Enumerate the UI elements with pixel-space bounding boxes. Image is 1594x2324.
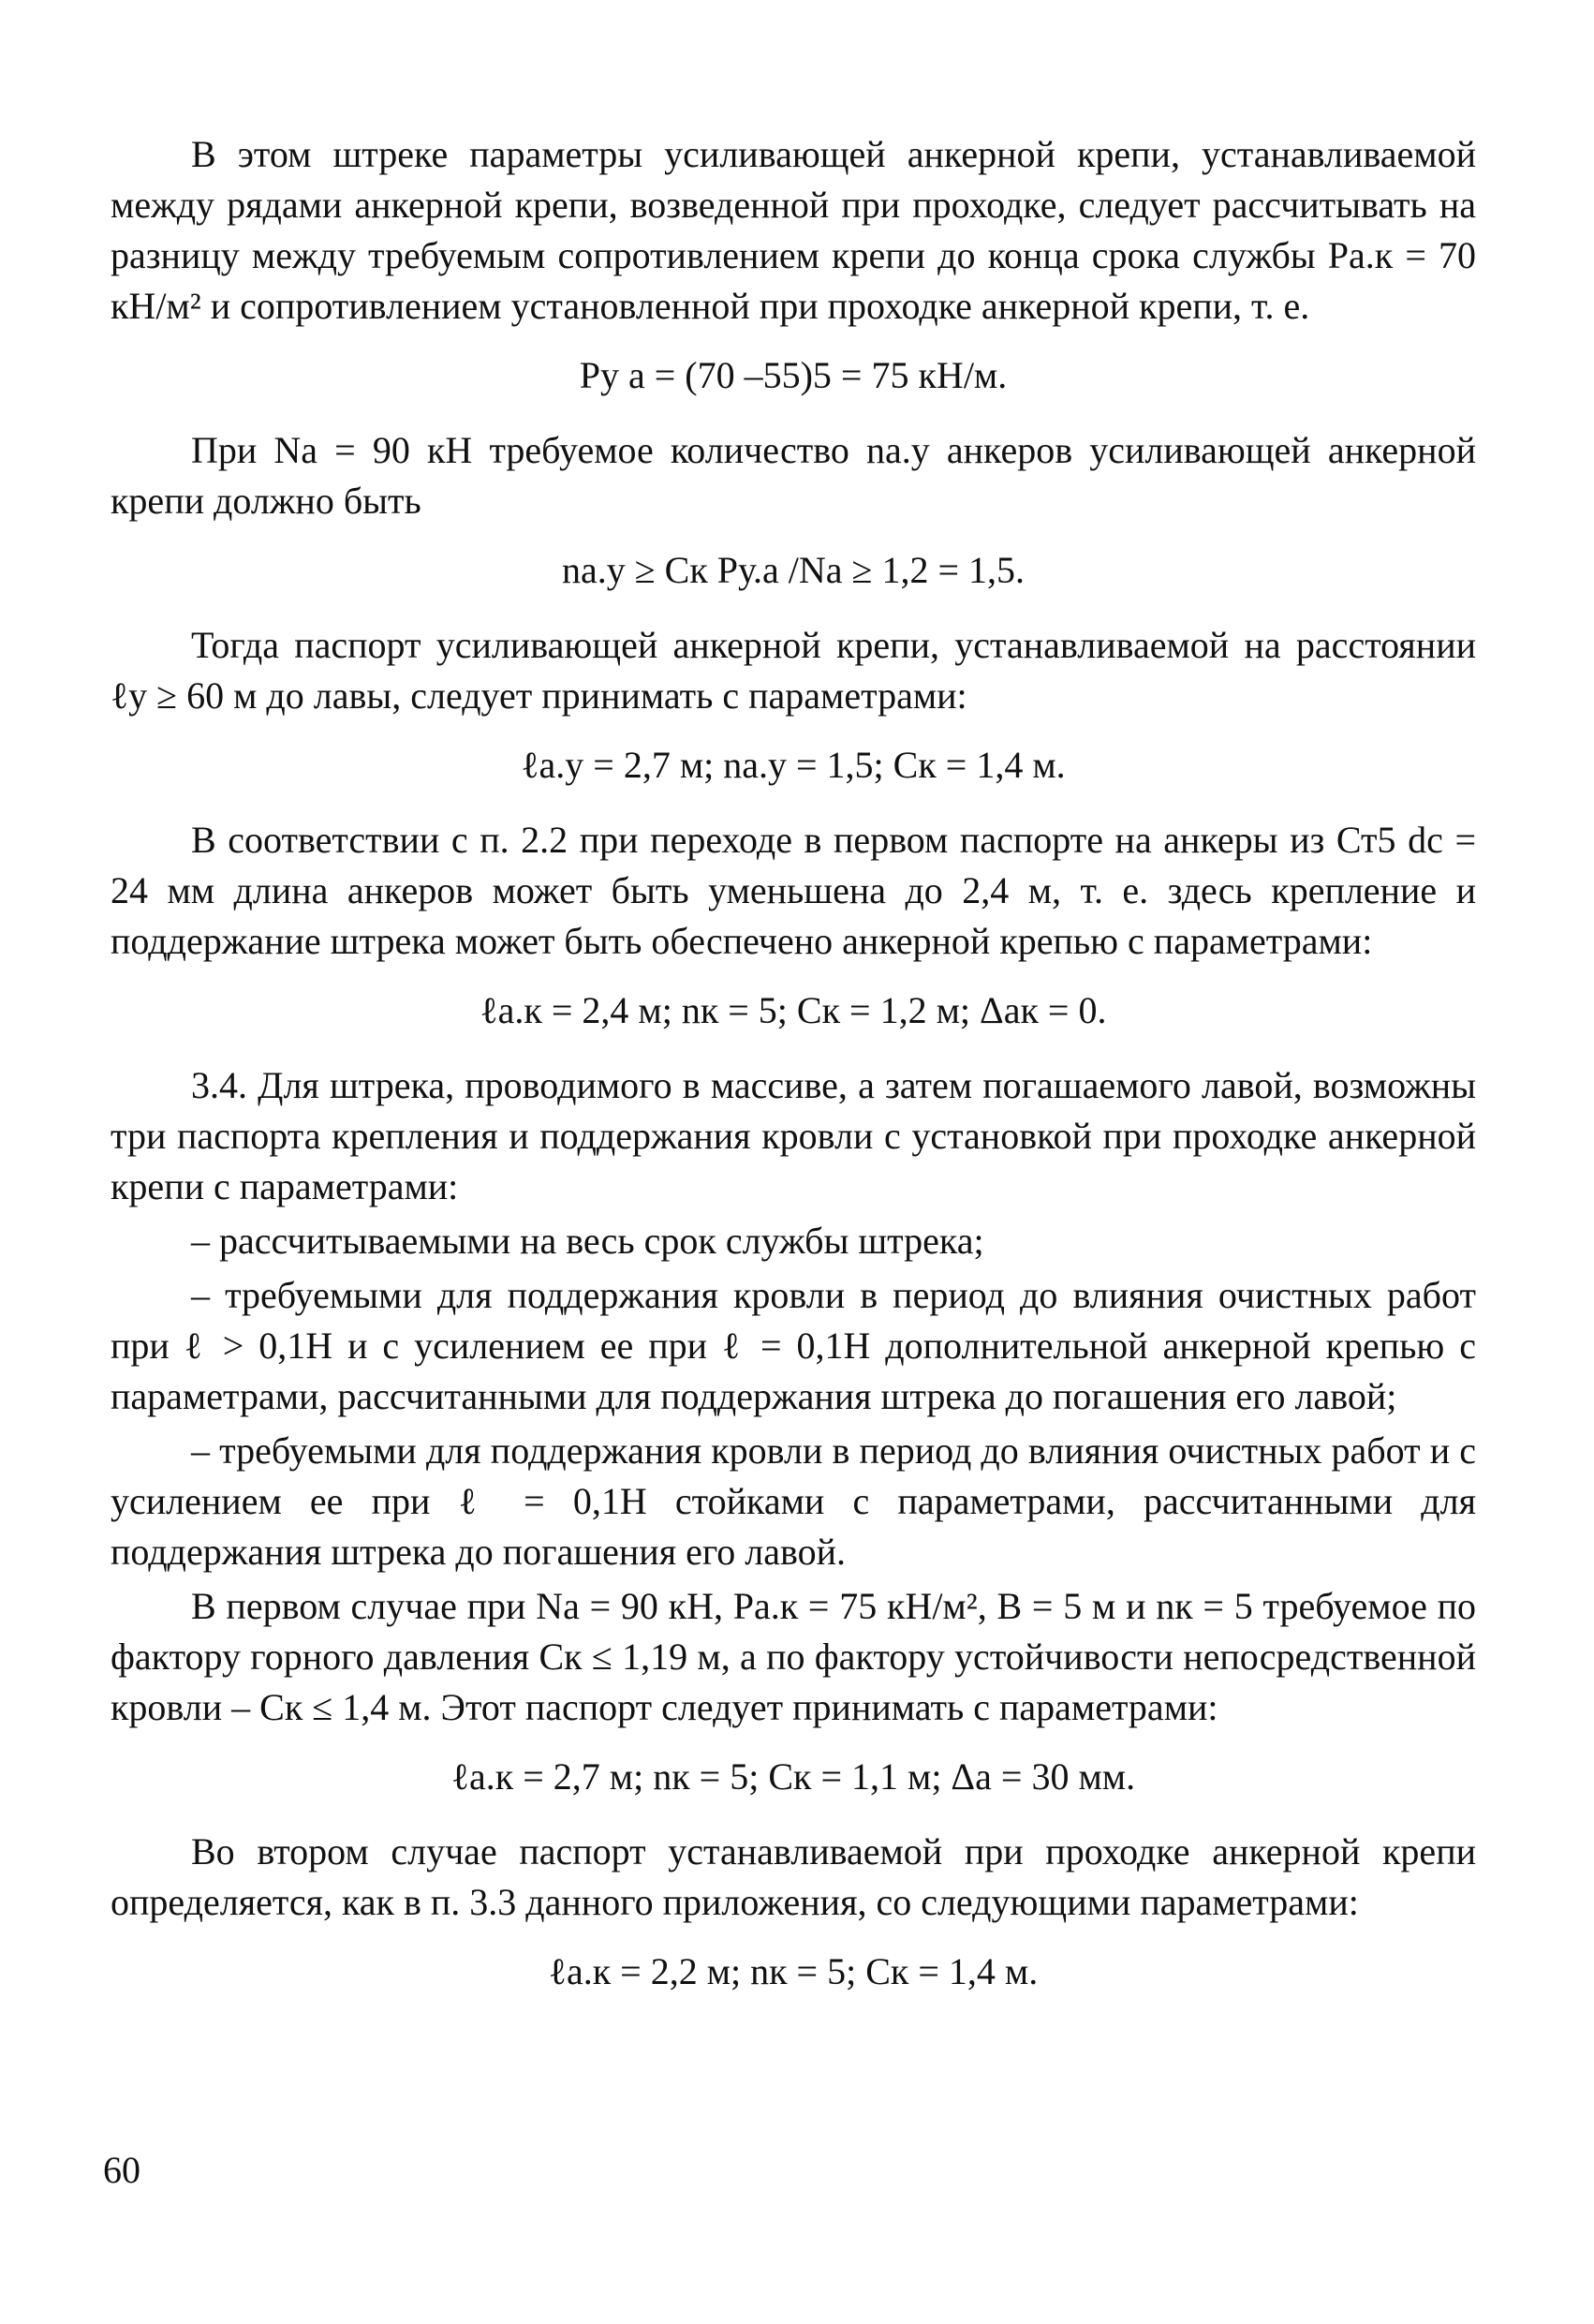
formula-6: ℓа.к = 2,2 м; nк = 5; Cк = 1,4 м.	[548, 1950, 1039, 1992]
formula-1: Pу а = (70 –55)5 = 75 кН/м.	[579, 354, 1008, 396]
paragraph-9: В первом случае при Nа = 90 кН, Pа.к = 75 кН/м², B = 5 м и nк = 5 требуемое по фактору горного давления Cк ≤ 1,19 м, а по фактору устойчивости непосредственной кровли – Cк ≤ 1,4 м. Этот паспорт следует принимать с параметрами:	[111, 1585, 1476, 1728]
page-number: 60	[103, 2149, 140, 2191]
formula-3: ℓа.у = 2,7 м; nа.у = 1,5; Cк = 1,4 м.	[521, 744, 1066, 786]
formula-2: nа.у ≥ Cк Pу.а /Nа ≥ 1,2 = 1,5.	[561, 549, 1026, 591]
paragraph-10: Во втором случае паспорт устанавливаемой при проходке анкерной крепи определяется, как в п. 3.3 данного приложения, со следующими параметрами:	[111, 1830, 1476, 1923]
formula-5: ℓа.к = 2,7 м; nк = 5; Cк = 1,1 м; Δа = 30 мм.	[450, 1755, 1136, 1798]
list-item-2: – требуемыми для поддержания кровли в период до влияния очистных работ при ℓ > 0,1H и с усилением ее при ℓ = 0,1H дополнительной анкерной крепью с параметрами, рассчитанными для поддержания штрека до погашения его лавой;	[111, 1274, 1476, 1417]
paragraph-5: 3.4. Для штрека, проводимого в массиве, а затем погашаемого лавой, возможны три паспорта крепления и поддержания кровли с установкой при проходке анкерной крепи с параметрами:	[111, 1064, 1476, 1207]
formula-4: ℓа.к = 2,4 м; nк = 5; Cк = 1,2 м; Δак = 0.	[480, 989, 1107, 1031]
page-body	[111, 129, 1476, 2021]
paragraph-4: В соответствии с п. 2.2 при переходе в первом паспорте на анкеры из Ст5 dc = 24 мм длина анкеров может быть уменьшена до 2,4 м, т. е. здесь крепление и поддержание штрека может быть обеспечено анкерной крепью с параметрами:	[111, 819, 1476, 962]
paragraph-1: В этом штреке параметры усиливающей анкерной крепи, устанавливаемой между рядами анкерной крепи, возведенной при проходке, следует рассчитывать на разницу между требуемым сопротивлением крепи до конца срока службы Pа.к = 70 кН/м² и сопротивлением установленной при проходке анкерной крепи, т. е.	[111, 133, 1476, 327]
paragraph-3: Тогда паспорт усиливающей анкерной крепи, устанавливаемой на расстоянии ℓу ≥ 60 м до лавы, следует принимать с параметрами:	[111, 624, 1476, 717]
paragraph-2: При Nа = 90 кН требуемое количество nа.у анкеров усиливающей анкерной крепи должно быть	[111, 429, 1476, 522]
list-item-3: – требуемыми для поддержания кровли в период до влияния очистных работ и с усилением ее при ℓ = 0,1H стойками с параметрами, рассчитанными для поддержания штрека до погашения его лавой.	[111, 1429, 1476, 1573]
list-item-1: – рассчитываемыми на весь срок службы штрека;	[191, 1220, 984, 1262]
